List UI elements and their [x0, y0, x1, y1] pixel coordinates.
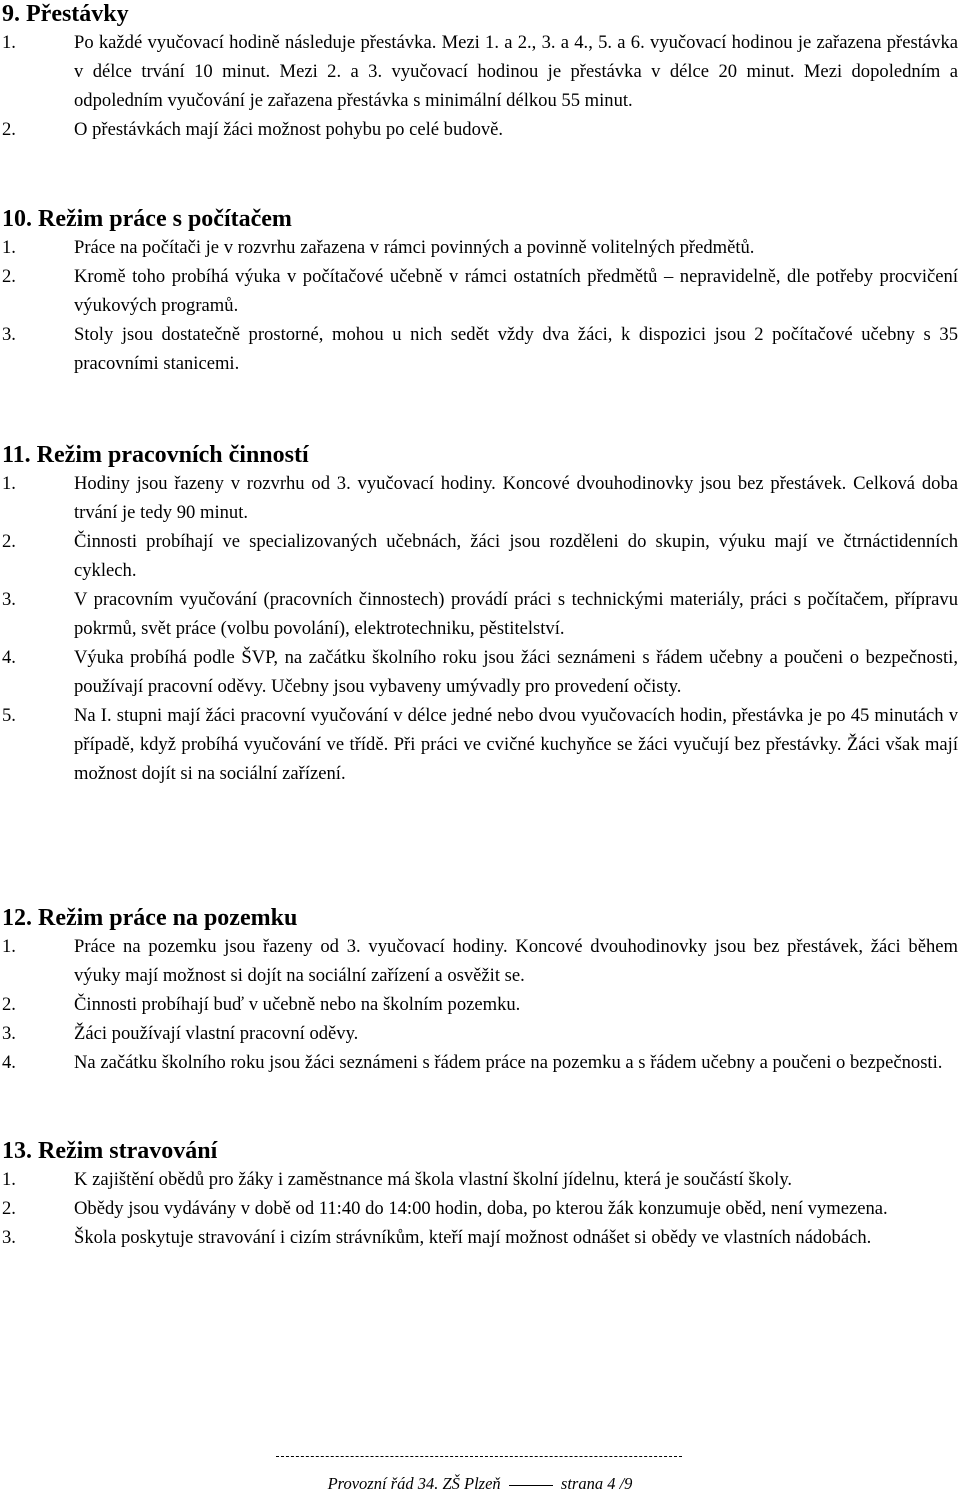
item-text: Kromě toho probíhá výuka v počítačové učebně v rámci ostatních předmětů – nepravidelně, dle potřeby procvičení výukových programů. [74, 266, 958, 316]
item-text: Po každé vyučovací hodině následuje přestávka. Mezi 1. a 2., 3. a 4., 5. a 6. vyučovací hodinou je zařazena přestávka v délce trvání 10 minut. Mezi 2. a 3. vyučovací hodinou je přestávka v délce 20 minut. Mezi dopoledním a odpoledním vyučování je zařazena přestávka s minimální délkou 55 minut. [74, 32, 958, 111]
item-text: Hodiny jsou řazeny v rozvrhu od 3. vyučovací hodiny. Koncové dvouhodinovky jsou bez přestávek. Celková doba trvání je tedy 90 minut. [74, 473, 958, 523]
section-heading: 9. Přestávky [2, 1, 129, 27]
item-text: Stoly jsou dostatečně prostorné, mohou u nich sedět vždy dva žáci, k dispozici jsou 2 počítačové učebny s 35 pracovními stanicemi. [74, 324, 958, 374]
numbered-list [2, 1165, 958, 1252]
item-text: V pracovním vyučování (pracovních činnostech) provádí práci s technickými materiály, práci s počítačem, přípravu pokrmů, svět práce (volbu povolání), elektrotechniku, pěstitelství. [74, 589, 958, 639]
item-text: Na začátku školního roku jsou žáci seznámeni s řádem práce na pozemku a s řádem učebny a poučeni o bezpečnosti. [74, 1052, 943, 1073]
item-text: O přestávkách mají žáci možnost pohybu po celé budově. [74, 119, 504, 140]
item-number: 5. [2, 705, 16, 726]
item-number: 1. [2, 32, 16, 53]
section-rezim-pracovnich-cinnosti [2, 441, 958, 788]
item-number: 3. [2, 589, 16, 610]
item-number: 1. [2, 237, 16, 258]
section-heading: 11. Režim pracovních činností [2, 442, 309, 468]
list-item [2, 1165, 958, 1194]
item-text: Obědy jsou vydávány v době od 11:40 do 14:00 hodin, doba, po kterou žák konzumuje oběd, není vymezena. [74, 1198, 888, 1219]
footer-separator [509, 1485, 553, 1486]
item-number: 3. [2, 324, 16, 345]
item-number: 2. [2, 531, 16, 552]
list-item [2, 1019, 958, 1048]
item-number: 2. [2, 266, 16, 287]
item-text: Na I. stupni mají žáci pracovní vyučování v délce jedné nebo dvou vyučovacích hodin, přestávka je po 45 minutách v případě, když probíhá vyučování ve třídě. Při práci ve cvičné kuchyňce se žáci vyučují bez přestávky. Žáci však mají možnost dojít si na sociální zařízení. [74, 705, 958, 784]
list-item [2, 932, 958, 990]
footer-page-number: strana 4 /9 [560, 1474, 633, 1493]
list-item [2, 585, 958, 643]
item-number: 2. [2, 119, 16, 140]
item-text: Výuka probíhá podle ŠVP, na začátku školního roku jsou žáci seznámeni s řádem učebny a poučeni o bezpečnosti, používají pracovní oděvy. Učebny jsou vybaveny umývadly pro provedení očisty. [74, 647, 958, 697]
section-prestavky [2, 0, 958, 144]
item-number: 2. [2, 994, 16, 1015]
item-text: Činnosti probíhají ve specializovaných učebnách, žáci jsou rozděleni do skupin, výuku mají ve čtrnáctidenních cyklech. [74, 531, 958, 581]
page-footer [0, 1474, 960, 1494]
section-rezim-prace-na-pozemku [2, 904, 958, 1077]
section-heading: 10. Režim práce s počítačem [2, 206, 292, 232]
item-text: Žáci používají vlastní pracovní oděvy. [74, 1023, 359, 1044]
numbered-list [2, 469, 958, 788]
section-heading: 12. Režim práce na pozemku [2, 905, 298, 931]
list-item [2, 990, 958, 1019]
item-number: 1. [2, 1169, 16, 1190]
numbered-list [2, 28, 958, 144]
item-number: 3. [2, 1227, 16, 1248]
item-number: 1. [2, 936, 16, 957]
item-number: 2. [2, 1198, 16, 1219]
item-number: 4. [2, 1052, 16, 1073]
list-item [2, 701, 958, 788]
item-text: Práce na pozemku jsou řazeny od 3. vyučovací hodiny. Koncové dvouhodinovky jsou bez přestávek, žáci během výuky mají možnost si dojít na sociální zařízení a osvěžit se. [74, 936, 958, 986]
footer-divider [276, 1456, 682, 1457]
section-heading: 13. Režim stravování [2, 1138, 218, 1164]
list-item [2, 1223, 958, 1252]
section-rezim-stravovani [2, 1137, 958, 1252]
list-item [2, 233, 958, 262]
item-text: K zajištění obědů pro žáky i zaměstnance má škola vlastní školní jídelnu, která je součástí školy. [74, 1169, 793, 1190]
item-number: 3. [2, 1023, 16, 1044]
numbered-list [2, 932, 958, 1077]
item-text: Škola poskytuje stravování i cizím strávníkům, kteří mají možnost odnášet si obědy ve vlastních nádobách. [74, 1227, 872, 1248]
list-item [2, 28, 958, 115]
list-item [2, 527, 958, 585]
list-item [2, 1048, 958, 1077]
item-text: Práce na počítači je v rozvrhu zařazena v rámci povinných a povinně volitelných předmětů. [74, 237, 755, 258]
section-rezim-prace-s-pocitacem [2, 205, 958, 378]
list-item [2, 115, 958, 144]
list-item [2, 1194, 958, 1223]
item-number: 1. [2, 473, 16, 494]
list-item [2, 262, 958, 320]
list-item [2, 320, 958, 378]
item-text: Činnosti probíhají buď v učebně nebo na školním pozemku. [74, 994, 521, 1015]
list-item [2, 469, 958, 527]
numbered-list [2, 233, 958, 378]
list-item [2, 643, 958, 701]
item-number: 4. [2, 647, 16, 668]
footer-document-title: Provozní řád 34. ZŠ Plzeň [327, 1474, 501, 1493]
